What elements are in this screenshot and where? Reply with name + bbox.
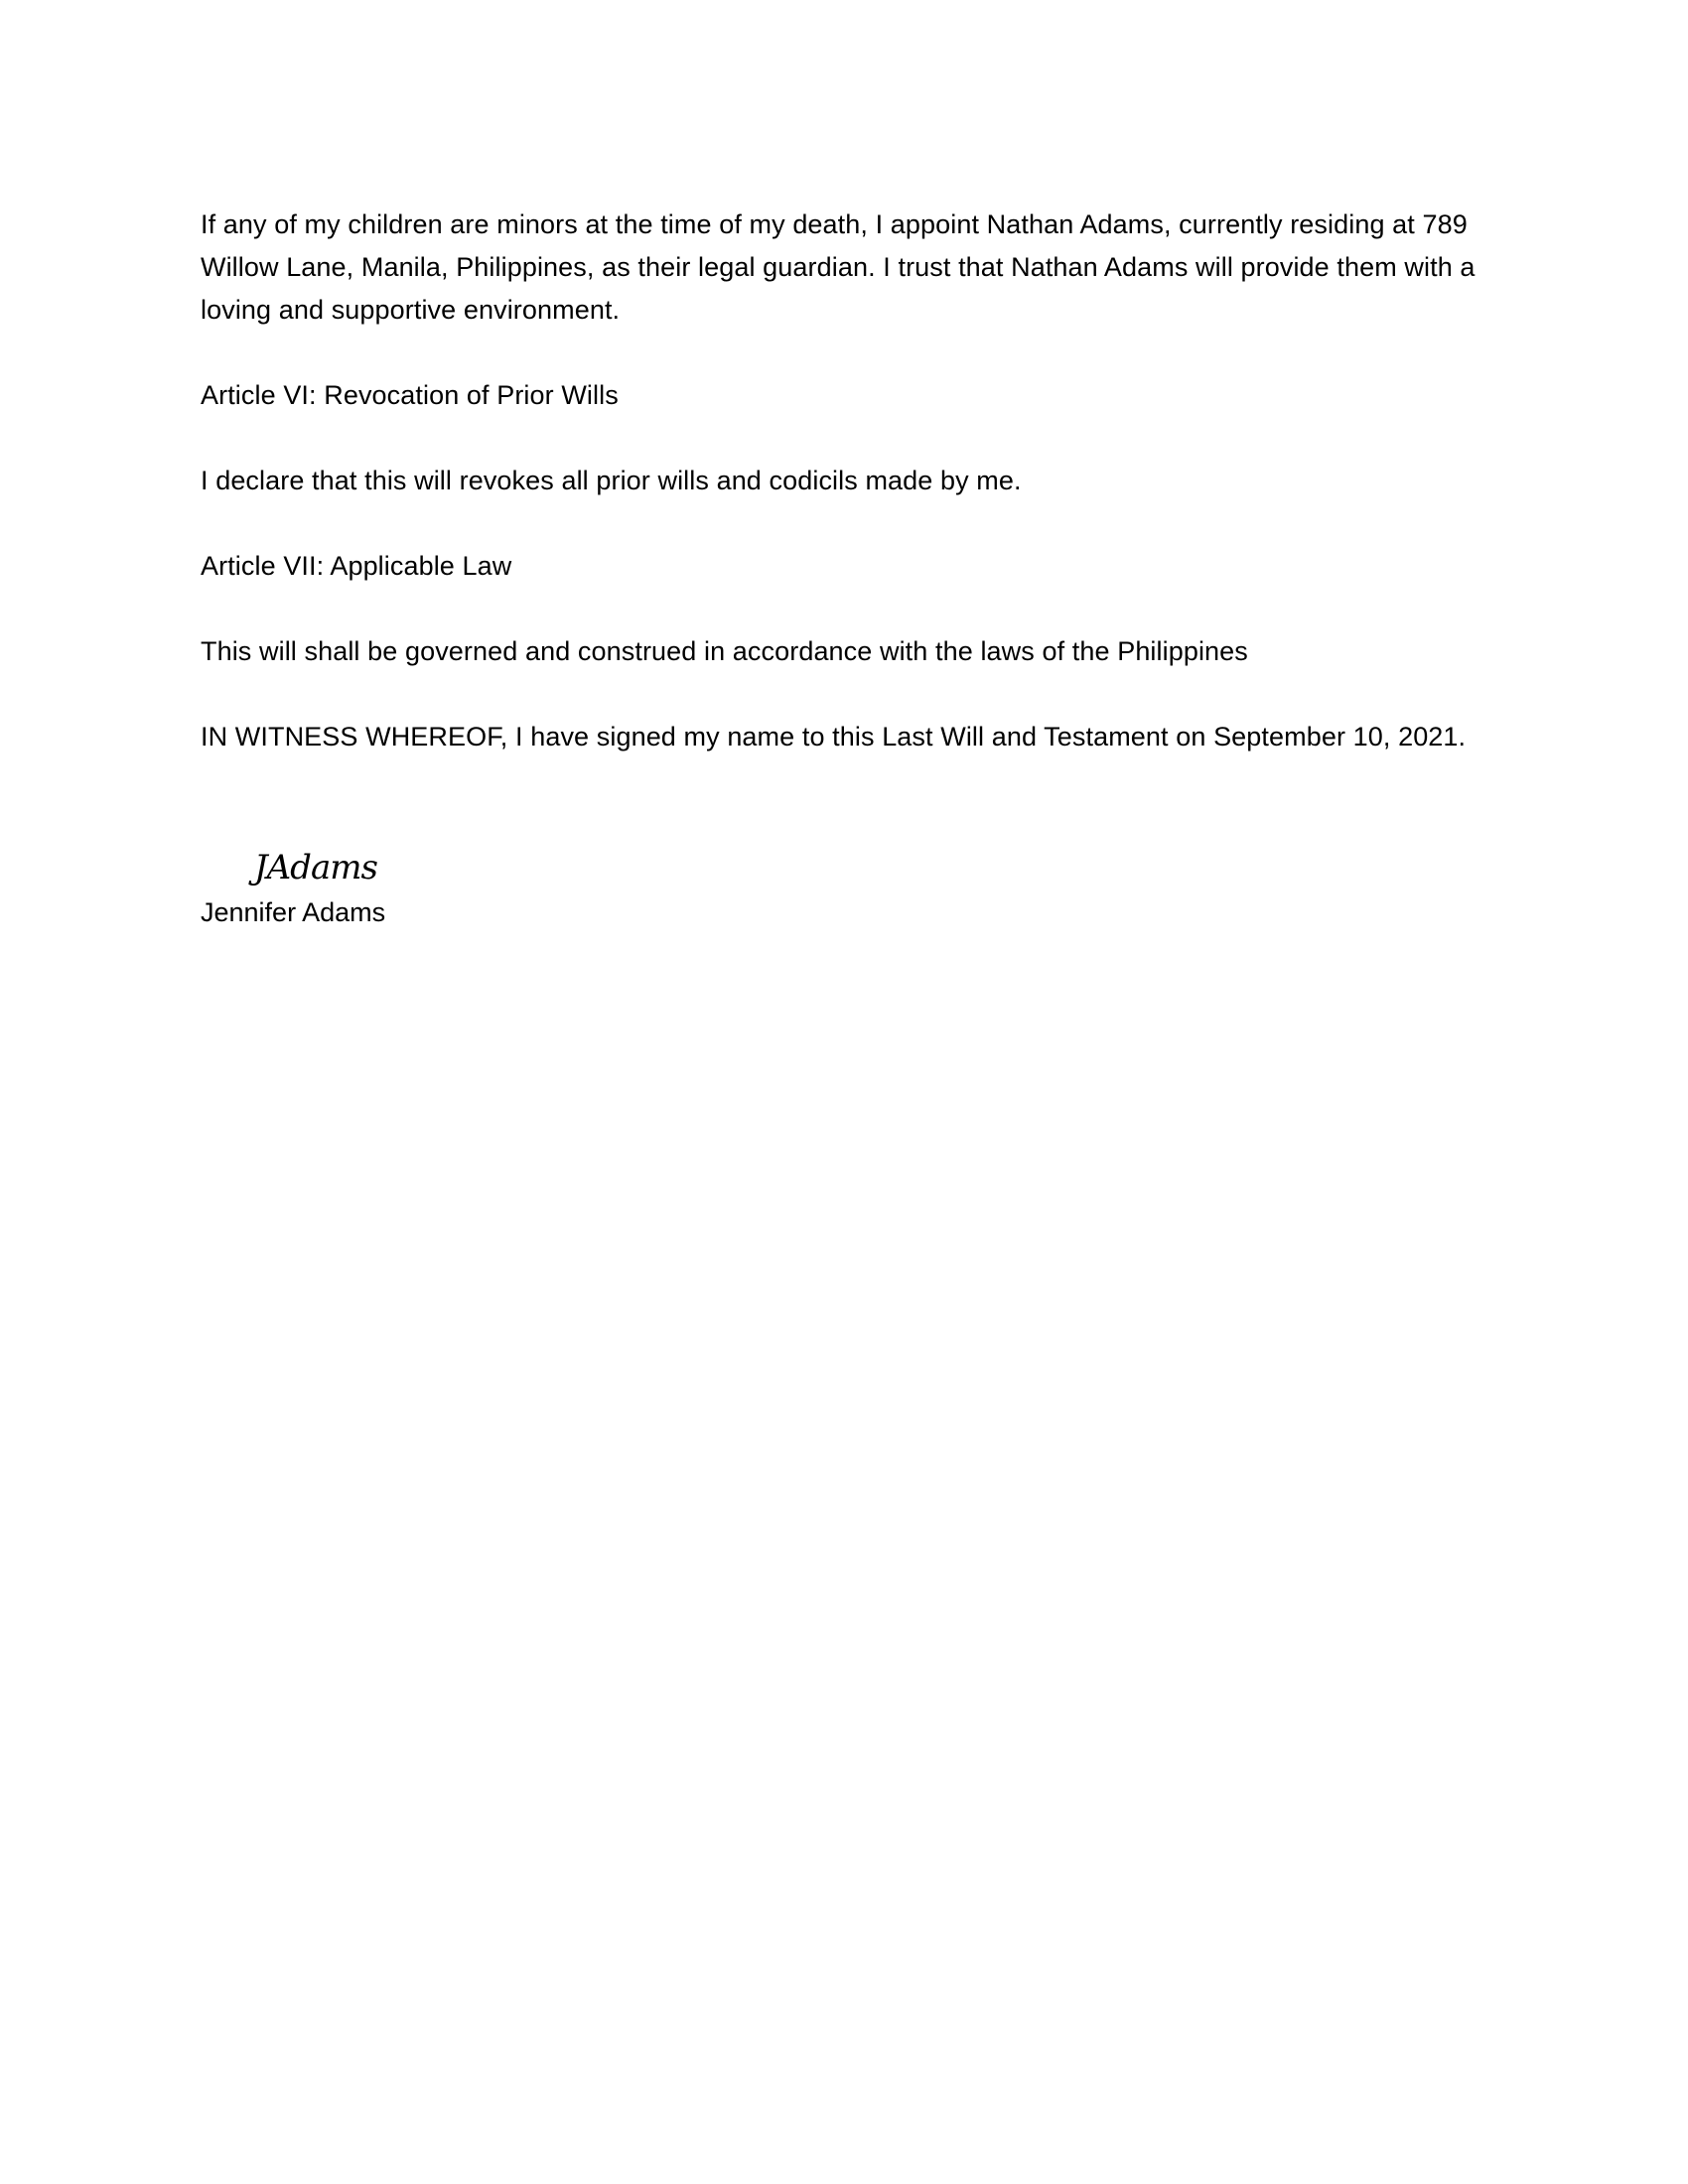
paragraph-witness-clause: IN WITNESS WHEREOF, I have signed my name to this Last Will and Testament on September 10, 2021.	[201, 722, 1467, 751]
paragraph-applicable-law: This will shall be governed and construed in accordance with the laws of the Philippines	[201, 636, 1248, 666]
paragraph-revocation: I declare that this will revokes all prior wills and codicils made by me.	[201, 466, 1022, 495]
heading-article-vii: Article VII: Applicable Law	[201, 551, 512, 581]
paragraph-guardian-appointment: If any of my children are minors at the time of my death, I appoint Nathan Adams, currently residing at 789 Willow Lane, Manila, Philippines, as their legal guardian. I trust that Nathan Adams will provide them with a loving and supportive environment.	[201, 209, 1476, 325]
signature-script: JAdams	[254, 848, 377, 887]
heading-article-vi: Article VI: Revocation of Prior Wills	[201, 380, 619, 410]
signature-name: Jennifer Adams	[201, 897, 386, 927]
signature-block	[201, 844, 1491, 934]
